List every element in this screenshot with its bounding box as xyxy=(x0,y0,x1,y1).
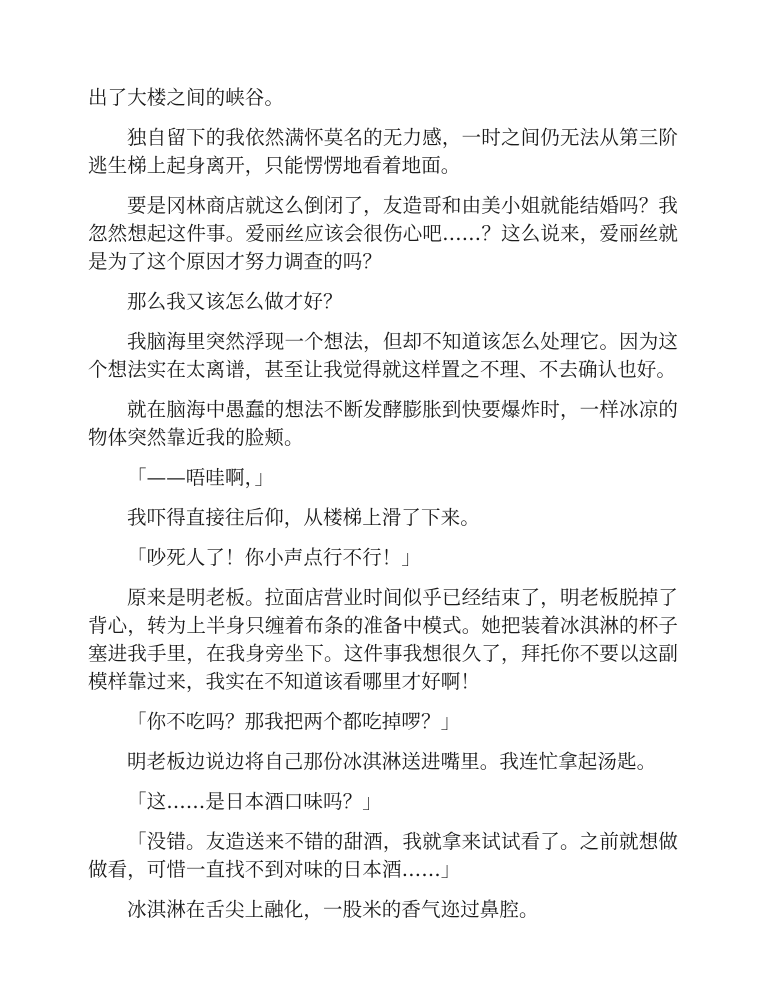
body-text-column xyxy=(88,84,678,924)
dialogue-line: 「这……是日本酒口味吗？」 xyxy=(127,790,382,813)
dialogue-line: 「没错。友造送来不错的甜酒，我就拿来试试看了。之前就想做做看，可惜一直找不到对味的日本酒……」 xyxy=(88,830,678,881)
paragraph: 我吓得直接往后仰，从楼梯上滑了下来。 xyxy=(127,506,480,529)
paragraph: 独自留下的我依然满怀莫名的无力感，一时之间仍无法从第三阶逃生梯上起身离开，只能愣愣地看着地面。 xyxy=(88,126,678,177)
paragraph: 要是冈林商店就这么倒闭了，友造哥和由美小姐就能结婚吗？我忽然想起这件事。爱丽丝应该会很伤心吧……？这么说来，爱丽丝就是为了这个原因才努力调查的吗？ xyxy=(88,194,678,273)
dialogue-line: 「——唔哇啊，」 xyxy=(127,466,275,489)
paragraph: 原来是明老板。拉面店营业时间似乎已经结束了，明老板脱掉了背心，转为上半身只缠着布条的准备中模式。她把装着冰淇淋的杯子塞进我手里，在我身旁坐下。这件事我想很久了，拜托你不要以这副模样靠过来，我实在不知道该看哪里才好啊！ xyxy=(88,586,678,693)
dialogue-line: 「吵死人了！你小声点行不行！」 xyxy=(127,546,422,569)
paragraph: 那么我又该怎么做才好？ xyxy=(127,290,343,313)
dialogue-line: 「你不吃吗？那我把两个都吃掉啰？」 xyxy=(127,710,461,733)
paragraph: 我脑海里突然浮现一个想法，但却不知道该怎么处理它。因为这个想法实在太离谱，甚至让我觉得就这样置之不理、不去确认也好。 xyxy=(88,330,678,381)
paragraph: 出了大楼之间的峡谷。 xyxy=(88,86,285,109)
paragraph: 明老板边说边将自己那份冰淇淋送进嘴里。我连忙拿起汤匙。 xyxy=(127,750,657,773)
paragraph: 就在脑海中愚蠢的想法不断发酵膨胀到快要爆炸时，一样冰凉的物体突然靠近我的脸颊。 xyxy=(88,398,678,449)
paragraph: 冰淇淋在舌尖上融化，一股米的香气迩过鼻腔。 xyxy=(127,898,539,921)
